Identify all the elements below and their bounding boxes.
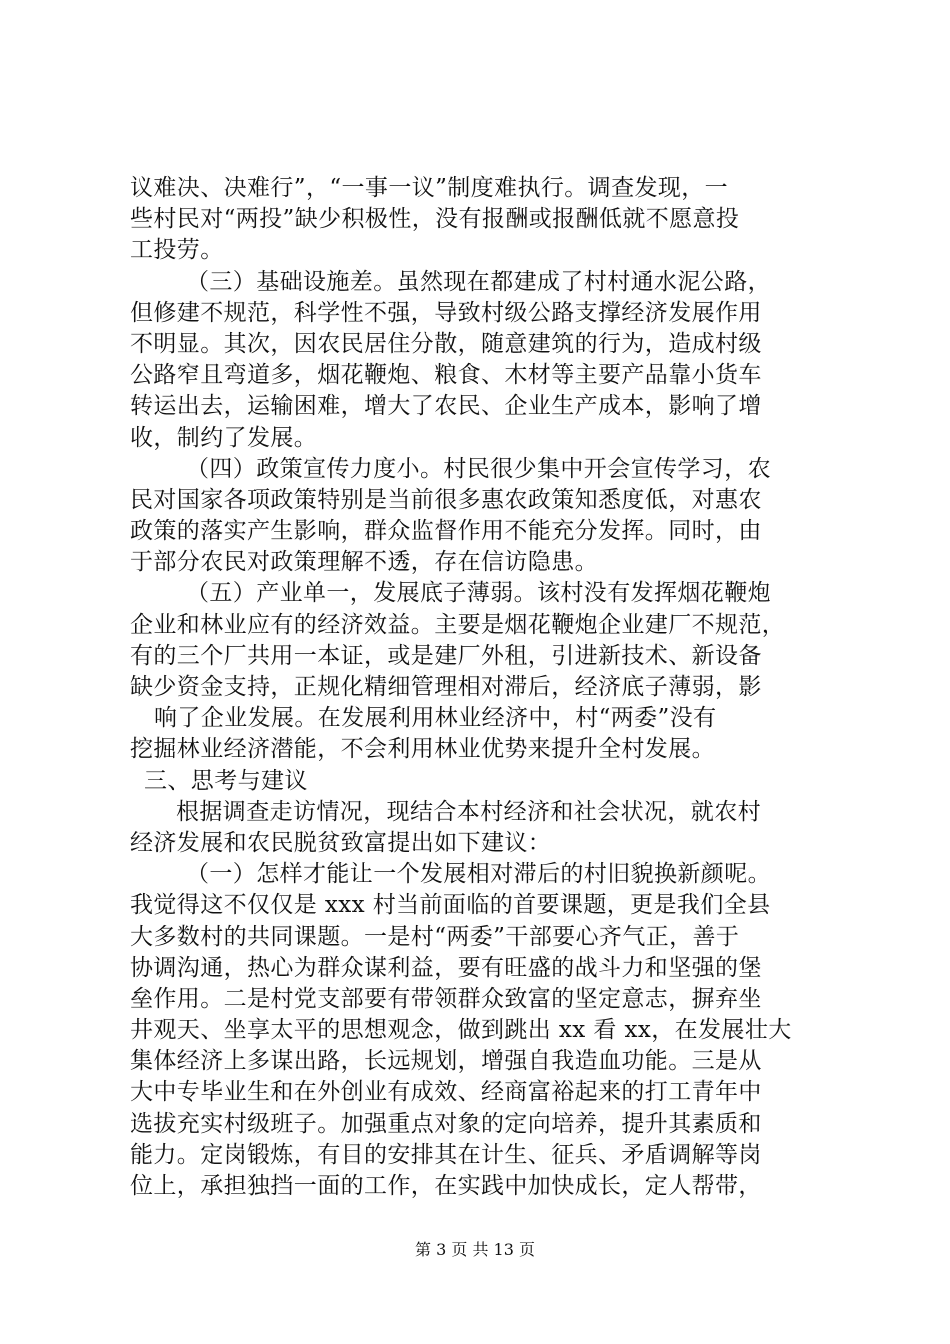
- text-line: 垒作用。二是村党支部要有带领群众致富的坚定意志，摒弃坐: [130, 985, 762, 1012]
- text-line: 转运出去，运输困难，增大了农民、企业生产成本，影响了增: [130, 393, 762, 420]
- body-text: [130, 173, 830, 1202]
- text-line: 公路窄且弯道多，烟花鞭炮、粮食、木材等主要产品靠小货车: [130, 362, 762, 389]
- paragraph-heading-1: （一）怎样才能让一个发展相对滞后的村旧貌换新颜呢。: [186, 861, 771, 888]
- text-line: 企业和林业应有的经济效益。主要是烟花鞭炮企业建厂不规范，: [130, 611, 786, 638]
- text-line: 经济发展和农民脱贫致富提出如下建议：: [130, 829, 552, 856]
- text-line: 选拔充实村级班子。加强重点对象的定向培养，提升其素质和: [130, 1110, 762, 1137]
- text-line: 位上，承担独挡一面的工作，在实践中加快成长，定人帮带，: [130, 1173, 762, 1199]
- paragraph-heading-3: （三）基础设施差。虽然现在都建成了村村通水泥公路，: [186, 268, 771, 295]
- text-line: 协调沟通，热心为群众谋利益，要有旺盛的战斗力和坚强的堡: [130, 954, 762, 981]
- text-line: 挖掘林业经济潜能，不会利用林业优势来提升全村发展。: [130, 736, 715, 763]
- text-line: 于部分农民对政策理解不透，存在信访隐患。: [130, 549, 598, 576]
- text-line: 大多数村的共同课题。一是村“两委”干部要心齐气正，善于: [130, 923, 740, 950]
- text-line: 收，制约了发展。: [130, 424, 318, 451]
- paragraph-heading-4: （四）政策宣传力度小。村民很少集中开会宣传学习，农: [186, 455, 771, 482]
- paragraph-heading-5: （五）产业单一，发展底子薄弱。该村没有发挥烟花鞭炮: [186, 580, 771, 607]
- section-heading: 三、思考与建议: [144, 767, 308, 794]
- text-line: 能力。定岗锻炼，有目的安排其在计生、征兵、矛盾调解等岗: [130, 1141, 762, 1168]
- text-line: 但修建不规范，科学性不强，导致村级公路支撑经济发展作用: [130, 299, 762, 326]
- text-line: 民对国家各项政策特别是当前很多惠农政策知悉度低，对惠农: [130, 486, 762, 513]
- text-line: 些村民对“两投”缺少积极性，没有报酬或报酬低就不愿意投: [130, 206, 740, 233]
- text-line: 根据调查走访情况，现结合本村经济和社会状况，就农村: [176, 798, 761, 825]
- text-line: 议难决、决难行”，“一事一议”制度难执行。调查发现，一: [130, 175, 729, 201]
- text-line: 政策的落实产生影响，群众监督作用不能充分发挥。同时，由: [130, 518, 762, 545]
- text-line: 响了企业发展。在发展利用林业经济中，村“两委”没有: [154, 705, 717, 732]
- text-line: 工投劳。: [130, 237, 224, 264]
- text-line: 大中专毕业生和在外创业有成效、经商富裕起来的打工青年中: [130, 1079, 762, 1106]
- text-line: 集体经济上多谋出路，长远规划，增强自我造血功能。三是从: [130, 1048, 762, 1075]
- text-line: 不明显。其次，因农民居住分散，随意建筑的行为，造成村级: [130, 330, 762, 357]
- page-number-footer: 第 3 页 共 13 页: [415, 1240, 535, 1259]
- text-line: 缺少资金支持，正规化精细管理相对滞后，经济底子薄弱，影: [130, 674, 762, 700]
- text-line: 井观天、坐享太平的思想观念，做到跳出 xx 看 xx，在发展壮大: [130, 1017, 792, 1044]
- text-line: 有的三个厂共用一本证，或是建厂外租，引进新技术、新设备: [130, 642, 762, 669]
- text-line: 我觉得这不仅仅是 xxx 村当前面临的首要课题，更是我们全县: [130, 892, 771, 919]
